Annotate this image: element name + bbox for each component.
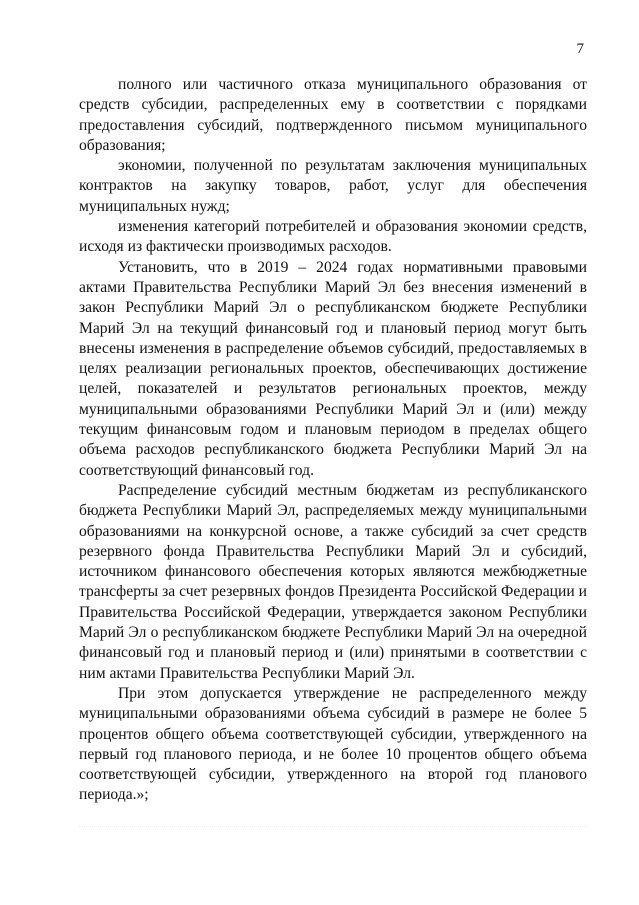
paragraph-competitive-distribution: Распределение субсидий местным бюджетам из республиканского бюджета Республики Марий Эл, распределяемых между муниципальными образованиями на конкурсной основе, а также субсидий за счет средств резервного фонда Правительства Республики Марий Эл и субсидий, источником финансового обеспечения которых являются межбюджетные трансферты за счет резервных фондов Президента Российской Федерации и Правительства Российской Федерации, утверждается законом Республики Марий Эл о республиканском бюджете Республики Марий Эл на очередной финансовый год и плановый период и (или) принятыми в соответствии с ним актами Правительства Республики Марий Эл.	[79, 481, 587, 682]
paragraph-regional-projects: Установить, что в 2019 – 2024 годах нормативными правовыми актами Правительства Республики Марий Эл без внесения изменений в закон Республики Марий Эл о республиканском бюджете Республики Марий Эл на текущий финансовый год и плановый период могут быть внесены изменения в распределение объемов субсидий, предоставляемых в целях реализации региональных проектов, обеспечивающих достижение целей, показателей и результатов региональных проектов, между муниципальными образованиями Республики Марий Эл и (или) между текущим финансовым годом и плановым периодом в пределах общего объема расходов республиканского бюджета Республики Марий Эл на соответствующий финансовый год.	[79, 258, 587, 479]
paragraph-undistributed-subsidies: При этом допускается утверждение не распределенного между муниципальными образованиями объема субсидий в размере не более 5 процентов общего объема соответствующей субсидии, утвержденного на первый год планового периода, и не более 10 процентов общего объема соответствующей субсидии, утвержденного на второй год планового периода.»;	[79, 684, 587, 804]
paragraph-refusal: полного или частичного отказа муниципального образования от средств субсидии, распределенных ему в соответствии с порядками предоставления субсидий, подтвержденного письмом муниципального образования;	[79, 76, 587, 154]
document-body	[79, 75, 587, 806]
scan-artifact-line	[79, 826, 587, 829]
paragraph-savings-contracts: экономии, полученной по результатам заключения муниципальных контрактов на закупку товаров, работ, услуг для обеспечения муниципальных нужд;	[79, 157, 587, 215]
paragraph-consumer-categories: изменения категорий потребителей и образования экономии средств, исходя из фактически производимых расходов.	[79, 218, 587, 256]
page-number: 7	[576, 41, 584, 57]
